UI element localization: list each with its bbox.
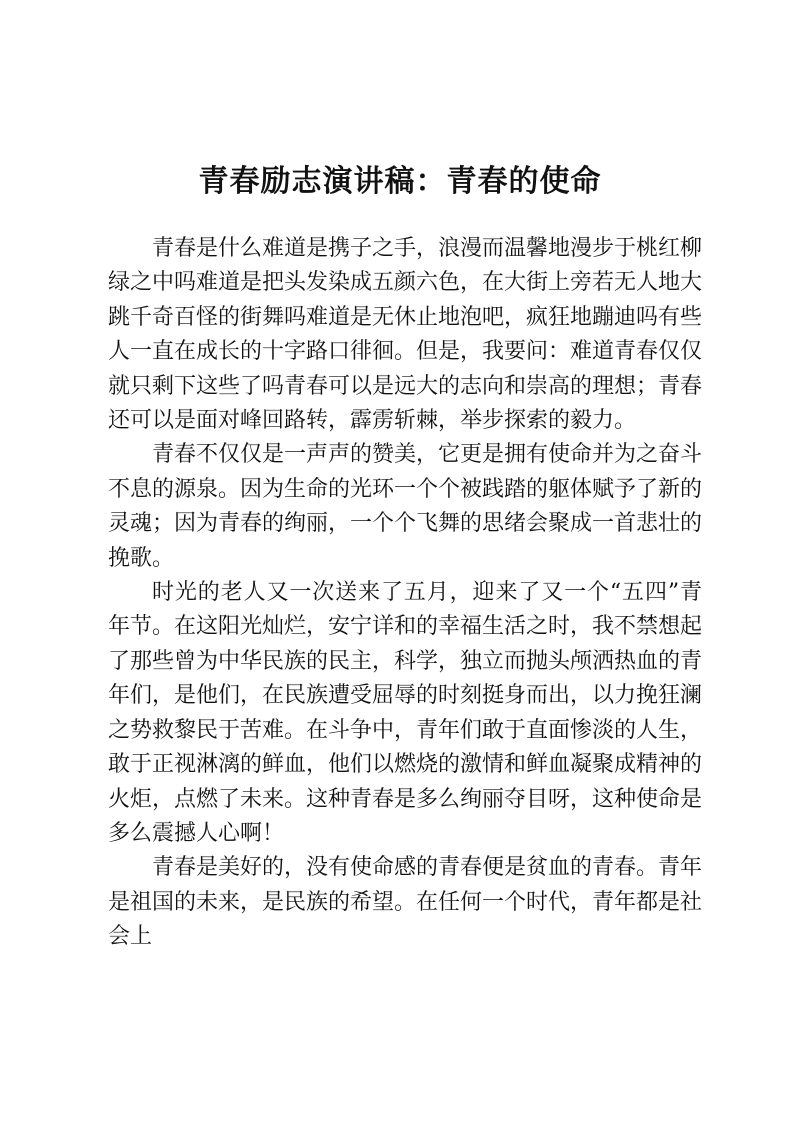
paragraph: 青春是什么难道是携子之手，浪漫而温馨地漫步于桃红柳绿之中吗难道是把头发染成五颜六色，在大街上旁若无人地大跳千奇百怪的街舞吗难道是无休止地泡吧，疯狂地蹦迪吗有些人一直在成长的十字路口徘徊。但是，我要问：难道青春仅仅就只剩下这些了吗青春可以是远大的志向和崇高的理想；青春还可以是面对峰回路转，霹雳斩棘，举步探索的毅力。: [108, 236, 703, 434]
document-title: 青春励志演讲稿：青春的使命: [198, 164, 602, 199]
document-body: [108, 232, 702, 955]
paragraph: 青春是美好的，没有使命感的青春便是贫血的青春。青年是祖国的未来，是民族的希望。在任何一个时代，青年都是社会上: [108, 855, 703, 950]
paragraph: 青春不仅仅是一声声的赞美，它更是拥有使命并为之奋斗不息的源泉。因为生命的光环一个个被践踏的躯体赋予了新的灵魂；因为青春的绚丽，一个个飞舞的思绪会聚成一首悲壮的挽歌。: [108, 442, 703, 571]
paragraph: 时光的老人又一次送来了五月，迎来了又一个“五四”青年节。在这阳光灿烂，安宁详和的幸福生活之时，我不禁想起了那些曾为中华民族的民主，科学，独立而抛头颅洒热血的青年们，是他们，在民族遭受屈辱的时刻挺身而出，以力挽狂澜之势救黎民于苦难。在斗争中，青年们敢于直面惨淡的人生，敢于正视淋漓的鲜血，他们以燃烧的激情和鲜血凝聚成精神的火炬，点燃了未来。这种青春是多么绚丽夺目呀，这种使命是多么震撼人心啊！: [108, 580, 703, 846]
